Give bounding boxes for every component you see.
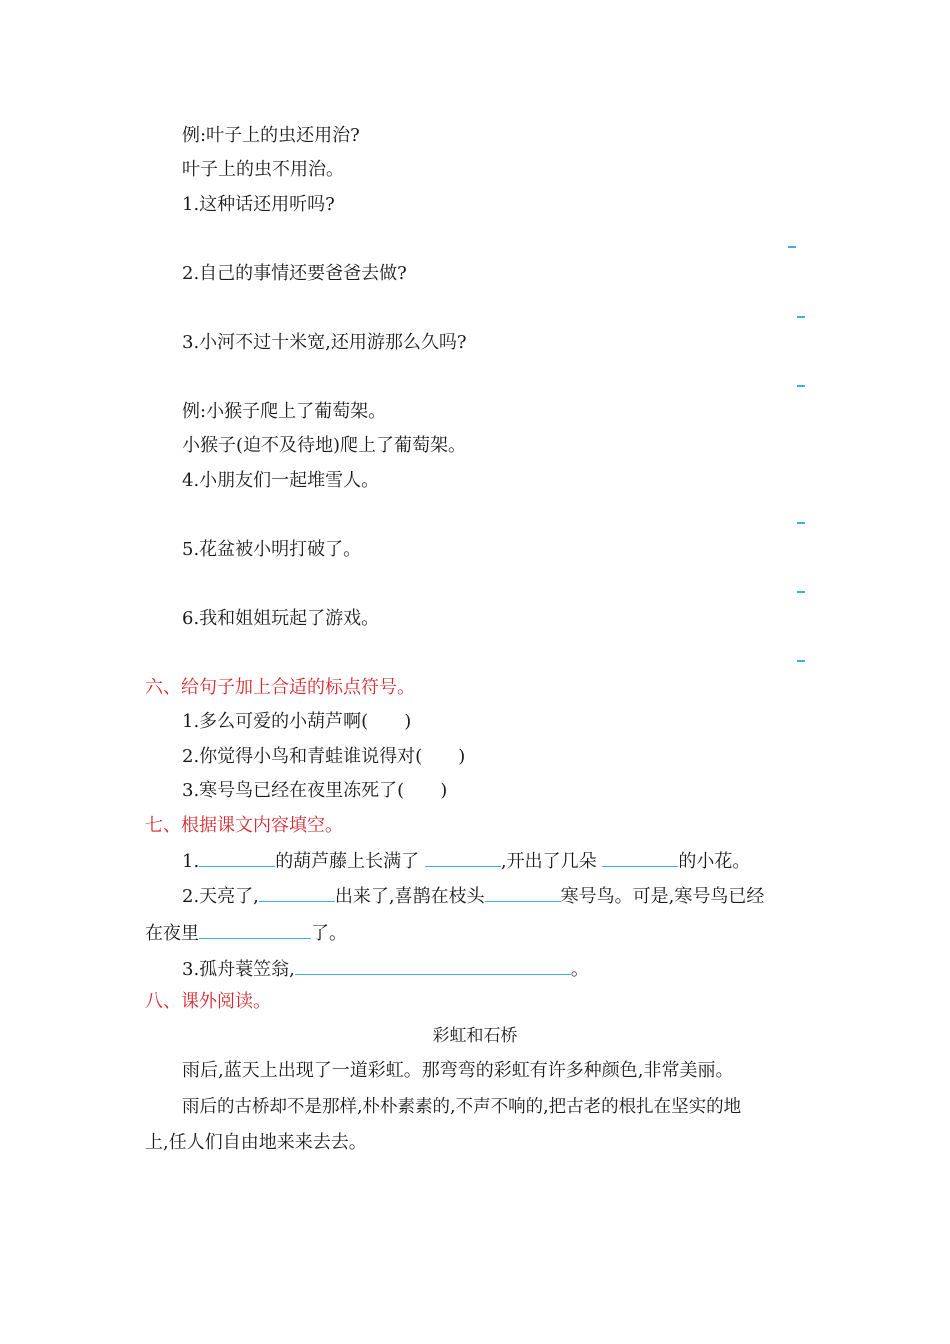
punct-close-1: ) [404, 711, 412, 732]
section-6-heading: 六、给句子加上合适的标点符号。 [145, 677, 415, 698]
blank-2[interactable] [425, 848, 501, 867]
answer-line-3[interactable] [797, 385, 805, 387]
fill-2-text-b: 寒号鸟。可是,寒号鸟已经 [560, 886, 765, 907]
fill-line-4 [182, 956, 589, 982]
answer-line-4[interactable] [797, 522, 805, 524]
blank-4[interactable] [259, 883, 335, 902]
fill-4-text-a: 。 [570, 959, 589, 980]
reading-paragraph-1: 雨后,蓝天上出现了一道彩虹。那弯弯的彩虹有许多种颜色,非常美丽。 [182, 1060, 734, 1081]
answer-line-6[interactable] [797, 660, 805, 662]
punct-item-2-text: 2.你觉得小鸟和青蛙谁说得对( [182, 746, 423, 767]
question-1: 1.这种话还用听吗? [182, 194, 335, 215]
blank-7[interactable] [295, 956, 571, 975]
punct-item-3 [182, 779, 447, 803]
example1-question: 例:叶子上的虫还用治? [182, 125, 360, 146]
reading-paragraph-2-line-1: 雨后的古桥却不是那样,朴朴素素的,不声不响的,把古老的根扎在坚实的地 [182, 1097, 742, 1117]
blank-1[interactable] [199, 848, 275, 867]
fill-3-prefix: 在夜里 [145, 923, 199, 944]
example2-question: 例:小猴子爬上了葡萄架。 [182, 401, 387, 422]
reading-title: 彩虹和石桥 [432, 1026, 518, 1046]
answer-line-2[interactable] [797, 316, 805, 318]
punct-item-3-text: 3.寒号鸟已经在夜里冻死了( [182, 780, 405, 801]
reading-paragraph-2-line-2: 上,任人们自由地来来去去。 [145, 1132, 367, 1153]
fill-2-prefix: 2.天亮了, [182, 886, 259, 907]
fill-line-1 [182, 848, 750, 874]
fill-1-prefix: 1. [182, 851, 200, 872]
section-8-heading: 八、课外阅读。 [145, 991, 271, 1012]
fill-4-prefix: 3.孤舟蓑笠翁, [182, 959, 295, 980]
example1-answer: 叶子上的虫不用治。 [182, 159, 344, 180]
question-5: 5.花盆被小明打破了。 [182, 539, 362, 560]
example2-answer: 小猴子(迫不及待地)爬上了葡萄架。 [182, 435, 467, 456]
question-2: 2.自己的事情还要爸爸去做? [182, 263, 407, 284]
question-6: 6.我和姐姐玩起了游戏。 [182, 608, 380, 629]
punct-close-3: ) [440, 780, 448, 801]
fill-3-text-a: 了。 [311, 923, 347, 944]
fill-1-text-b: ,开出了几朵 [500, 851, 597, 872]
question-4: 4.小朋友们一起堆雪人。 [182, 470, 380, 491]
fill-line-3 [145, 920, 347, 946]
punct-item-1-text: 1.多么可爱的小葫芦啊( [182, 711, 369, 732]
punct-close-2: ) [458, 746, 466, 767]
blank-6[interactable] [199, 920, 311, 939]
fill-line-2 [182, 883, 764, 909]
fill-1-text-c: 的小花。 [678, 851, 751, 872]
blank-3[interactable] [602, 848, 678, 867]
answer-line-5[interactable] [797, 591, 805, 593]
punct-item-1 [182, 710, 411, 734]
fill-2-text-a: 出来了,喜鹊在枝头 [334, 886, 485, 907]
fill-1-text-a: 的葫芦藤上长满了 [275, 851, 420, 872]
answer-line-1[interactable] [788, 246, 796, 248]
question-3: 3.小河不过十米宽,还用游那么久吗? [182, 332, 467, 353]
blank-5[interactable] [485, 883, 561, 902]
punct-item-2 [182, 745, 465, 769]
section-7-heading: 七、根据课文内容填空。 [145, 815, 343, 836]
